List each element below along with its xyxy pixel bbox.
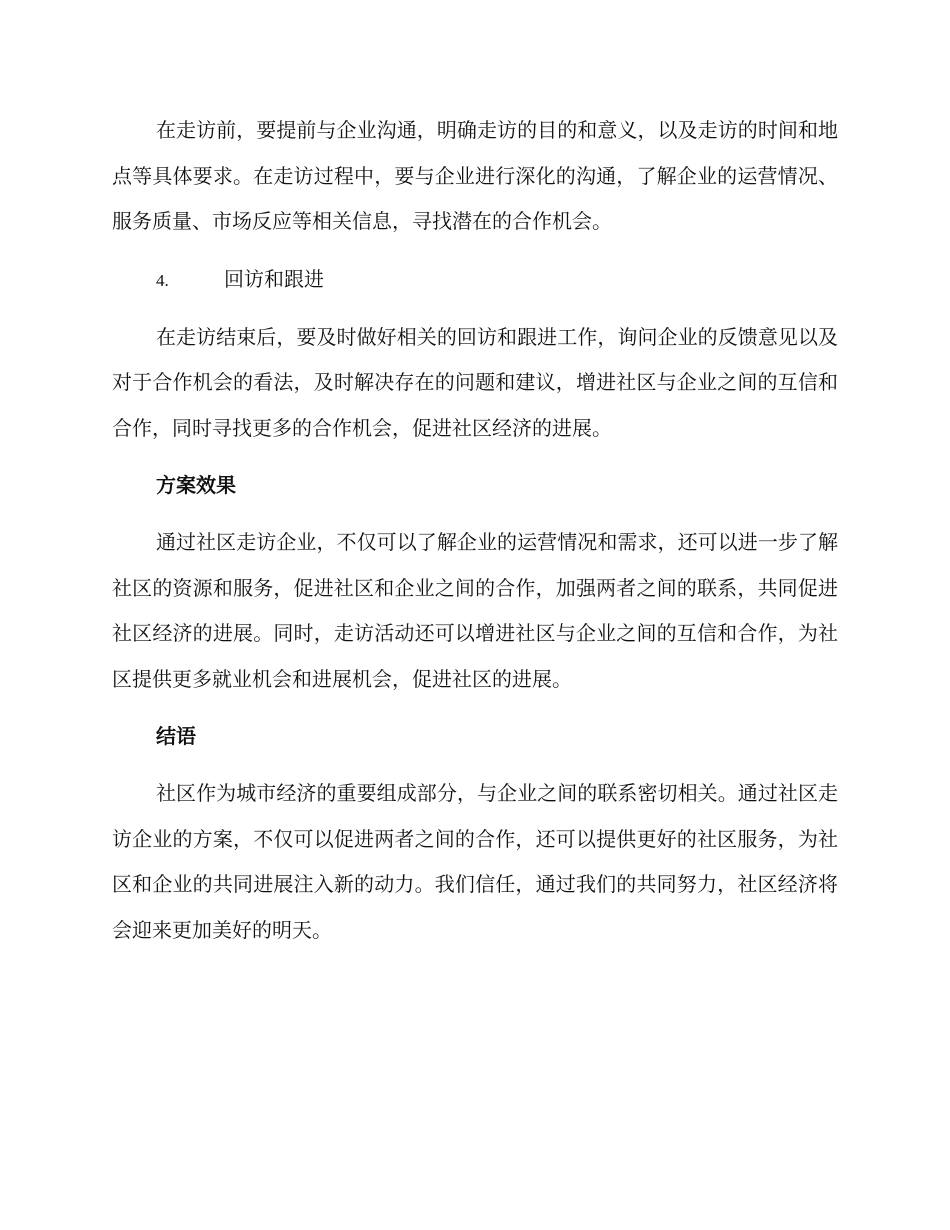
list-item-number: 4. <box>156 270 169 290</box>
paragraph-conclusion: 社区作为城市经济的重要组成部分，与企业之间的联系密切相关。通过社区走访企业的方案，不仅可以促进两者之间的合作，还可以提供更好的社区服务，为社区和企业的共同进展注入新的动力。我们信任，通过我们的共同努力，社区经济将会迎来更加美好的明天。 <box>112 781 838 942</box>
paragraph-plan-effect: 通过社区走访企业，不仅可以了解企业的运营情况和需求，还可以进一步了解社区的资源和服务，促进社区和企业之间的合作，加强两者之间的联系，共同促进社区经济的进展。同时，走访活动还可以增进社区与企业之间的互信和合作，为社区提供更多就业机会和进展机会，促进社区的进展。 <box>112 530 838 691</box>
heading-plan-effect: 方案效果 <box>156 473 236 497</box>
paragraph-visit-preparation: 在走访前，要提前与企业沟通，明确走访的目的和意义，以及走访的时间和地点等具体要求。在走访过程中，要与企业进行深化的沟通，了解企业的运营情况、服务质量、市场反应等相关信息，寻找潜在的合作机会。 <box>112 118 838 233</box>
document-body <box>112 108 838 965</box>
heading-conclusion: 结语 <box>156 724 196 748</box>
paragraph-follow-up: 在走访结束后，要及时做好相关的回访和跟进工作，询问企业的反馈意见以及对于合作机会的看法，及时解决存在的问题和建议，增进社区与企业之间的互信和合作，同时寻找更多的合作机会，促进社区经济的进展。 <box>112 324 838 440</box>
list-item-follow-up <box>112 257 838 303</box>
list-item-title: 回访和跟进 <box>224 266 324 291</box>
